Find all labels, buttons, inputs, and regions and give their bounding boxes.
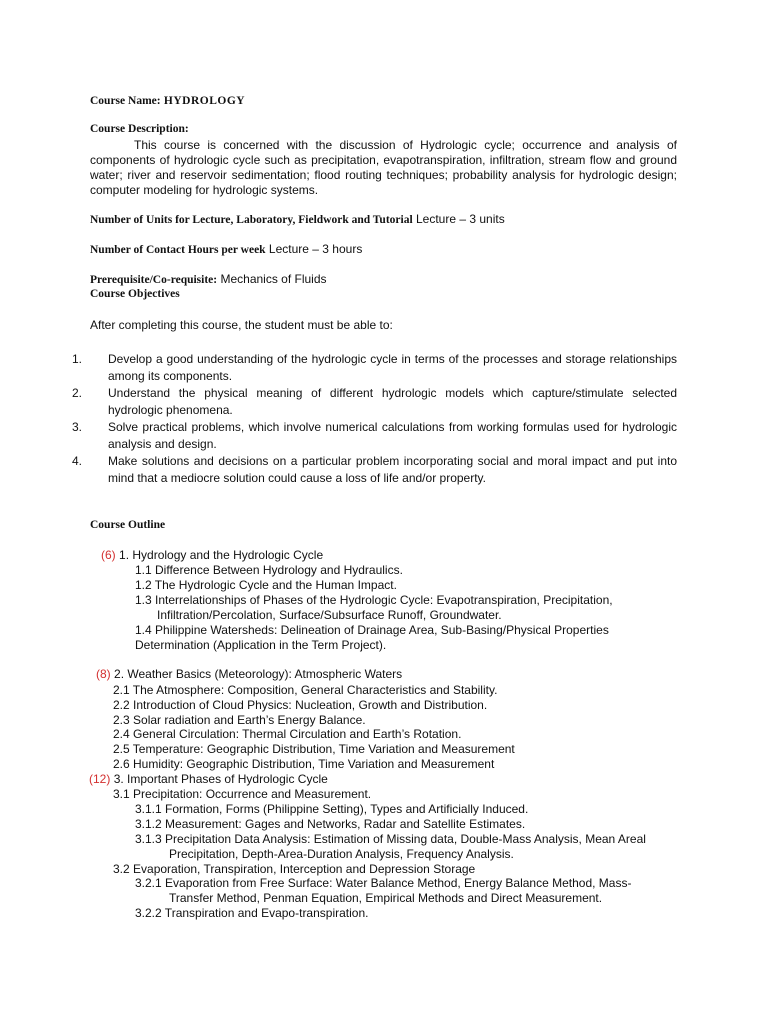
course-name-value: HYDROLOGY — [163, 95, 246, 107]
course-name-line — [90, 93, 245, 107]
outline-item: 2.5 Temperature: Geographic Distribution, Time Variation and Measurement — [113, 742, 515, 756]
objective-item-3 — [72, 419, 677, 453]
prereq-label: Prerequisite/Co-requisite: — [90, 274, 218, 286]
section-hours: (12) — [89, 772, 111, 786]
section-title: 1. Hydrology and the Hydrologic Cycle — [119, 548, 324, 562]
units-line — [90, 212, 505, 226]
outline-item: 3.1.3 Precipitation Data Analysis: Estimation of Missing data, Double-Mass Analysis, Mean Areal — [135, 832, 646, 846]
section-title: 3. Important Phases of Hydrologic Cycle — [113, 772, 328, 786]
objective-num: 1. — [72, 352, 83, 366]
outline-item: 1.3 Interrelationships of Phases of the Hydrologic Cycle: Evapotranspiration, Precipitation, — [135, 593, 613, 607]
objectives-label: Course Objectives — [90, 288, 180, 300]
description-label: Course Description: — [90, 123, 189, 135]
outline-item-cont: Infiltration/Percolation, Surface/Subsurface Runoff, Groundwater. — [157, 608, 502, 622]
objectives-intro: After completing this course, the student must be able to: — [90, 318, 393, 332]
outline-item: 2.4 General Circulation: Thermal Circulation and Earth’s Rotation. — [113, 727, 462, 741]
course-name-label: Course Name: — [90, 95, 161, 107]
hours-label: Number of Contact Hours per week — [90, 244, 266, 256]
outline-item: 3.2.2 Transpiration and Evapo-transpiration. — [135, 906, 369, 920]
section-hours: (6) — [101, 548, 116, 562]
hours-value: Lecture – 3 hours — [268, 242, 363, 256]
objective-text: Develop a good understanding of the hydrologic cycle in terms of the processes and storage relationships among its components. — [108, 352, 677, 383]
outline-item-cont: Determination (Application in the Term Project). — [135, 638, 387, 652]
section-title: 2. Weather Basics (Meteorology): Atmospheric Waters — [114, 667, 403, 681]
outline-item: 2.3 Solar radiation and Earth’s Energy Balance. — [113, 713, 366, 727]
outline-item: 3.1.1 Formation, Forms (Philippine Setting), Types and Artificially Induced. — [135, 802, 529, 816]
outline-section-2 — [96, 667, 402, 682]
objective-item-4 — [72, 453, 677, 487]
description-text: This course is concerned with the discussion of Hydrologic cycle; occurrence and analysis of components of hydrologic cycle such as precipitation, evapotranspiration, infiltration, stream flow and ground water; river and reservoir sedimentation; flood routing techniques; probability analysis for hydrologic design; computer modeling for hydrologic systems. — [90, 138, 677, 197]
outline-section-3 — [89, 772, 328, 787]
outline-item: 2.6 Humidity: Geographic Distribution, Time Variation and Measurement — [113, 757, 495, 771]
outline-section-1 — [101, 548, 323, 563]
objective-num: 3. — [72, 420, 83, 434]
outline-item: 1.4 Philippine Watersheds: Delineation of Drainage Area, Sub-Basing/Physical Properties — [135, 623, 609, 637]
outline-item: 2.2 Introduction of Cloud Physics: Nucleation, Growth and Distribution. — [113, 698, 488, 712]
prereq-value: Mechanics of Fluids — [220, 272, 327, 286]
outline-item: 1.1 Difference Between Hydrology and Hydraulics. — [135, 563, 403, 577]
outline-item: 3.2 Evaporation, Transpiration, Interception and Depression Storage — [113, 862, 476, 876]
description-paragraph — [90, 138, 677, 198]
hours-line — [90, 242, 362, 256]
units-label: Number of Units for Lecture, Laboratory, Fieldwork and Tutorial — [90, 214, 413, 226]
outline-item-cont: Transfer Method, Penman Equation, Empirical Methods and Direct Measurement. — [169, 891, 603, 905]
outline-item: 2.1 The Atmosphere: Composition, General Characteristics and Stability. — [113, 683, 498, 697]
objective-item-1 — [72, 351, 677, 385]
objective-num: 4. — [72, 454, 83, 468]
objective-text: Solve practical problems, which involve numerical calculations from working formulas used for hydrologic analysis and design. — [108, 420, 677, 451]
outline-item: 1.2 The Hydrologic Cycle and the Human Impact. — [135, 578, 397, 592]
objective-text: Understand the physical meaning of different hydrologic models which capture/stimulate selected hydrologic phenomena. — [108, 386, 677, 417]
section-hours: (8) — [96, 667, 111, 681]
prereq-line — [90, 272, 327, 286]
units-value: Lecture – 3 units — [416, 212, 505, 226]
outline-item: 3.1 Precipitation: Occurrence and Measurement. — [113, 787, 372, 801]
outline-item-cont: Precipitation, Depth-Area-Duration Analysis, Frequency Analysis. — [169, 847, 514, 861]
outline-item: 3.1.2 Measurement: Gages and Networks, Radar and Satellite Estimates. — [135, 817, 526, 831]
objective-text: Make solutions and decisions on a particular problem incorporating social and moral impact and put into mind that a mediocre solution could cause a loss of life and/or property. — [108, 454, 677, 485]
objective-num: 2. — [72, 386, 83, 400]
outline-label: Course Outline — [90, 519, 166, 531]
outline-item: 3.2.1 Evaporation from Free Surface: Water Balance Method, Energy Balance Method, Mass- — [135, 876, 632, 890]
objective-item-2 — [72, 385, 677, 419]
